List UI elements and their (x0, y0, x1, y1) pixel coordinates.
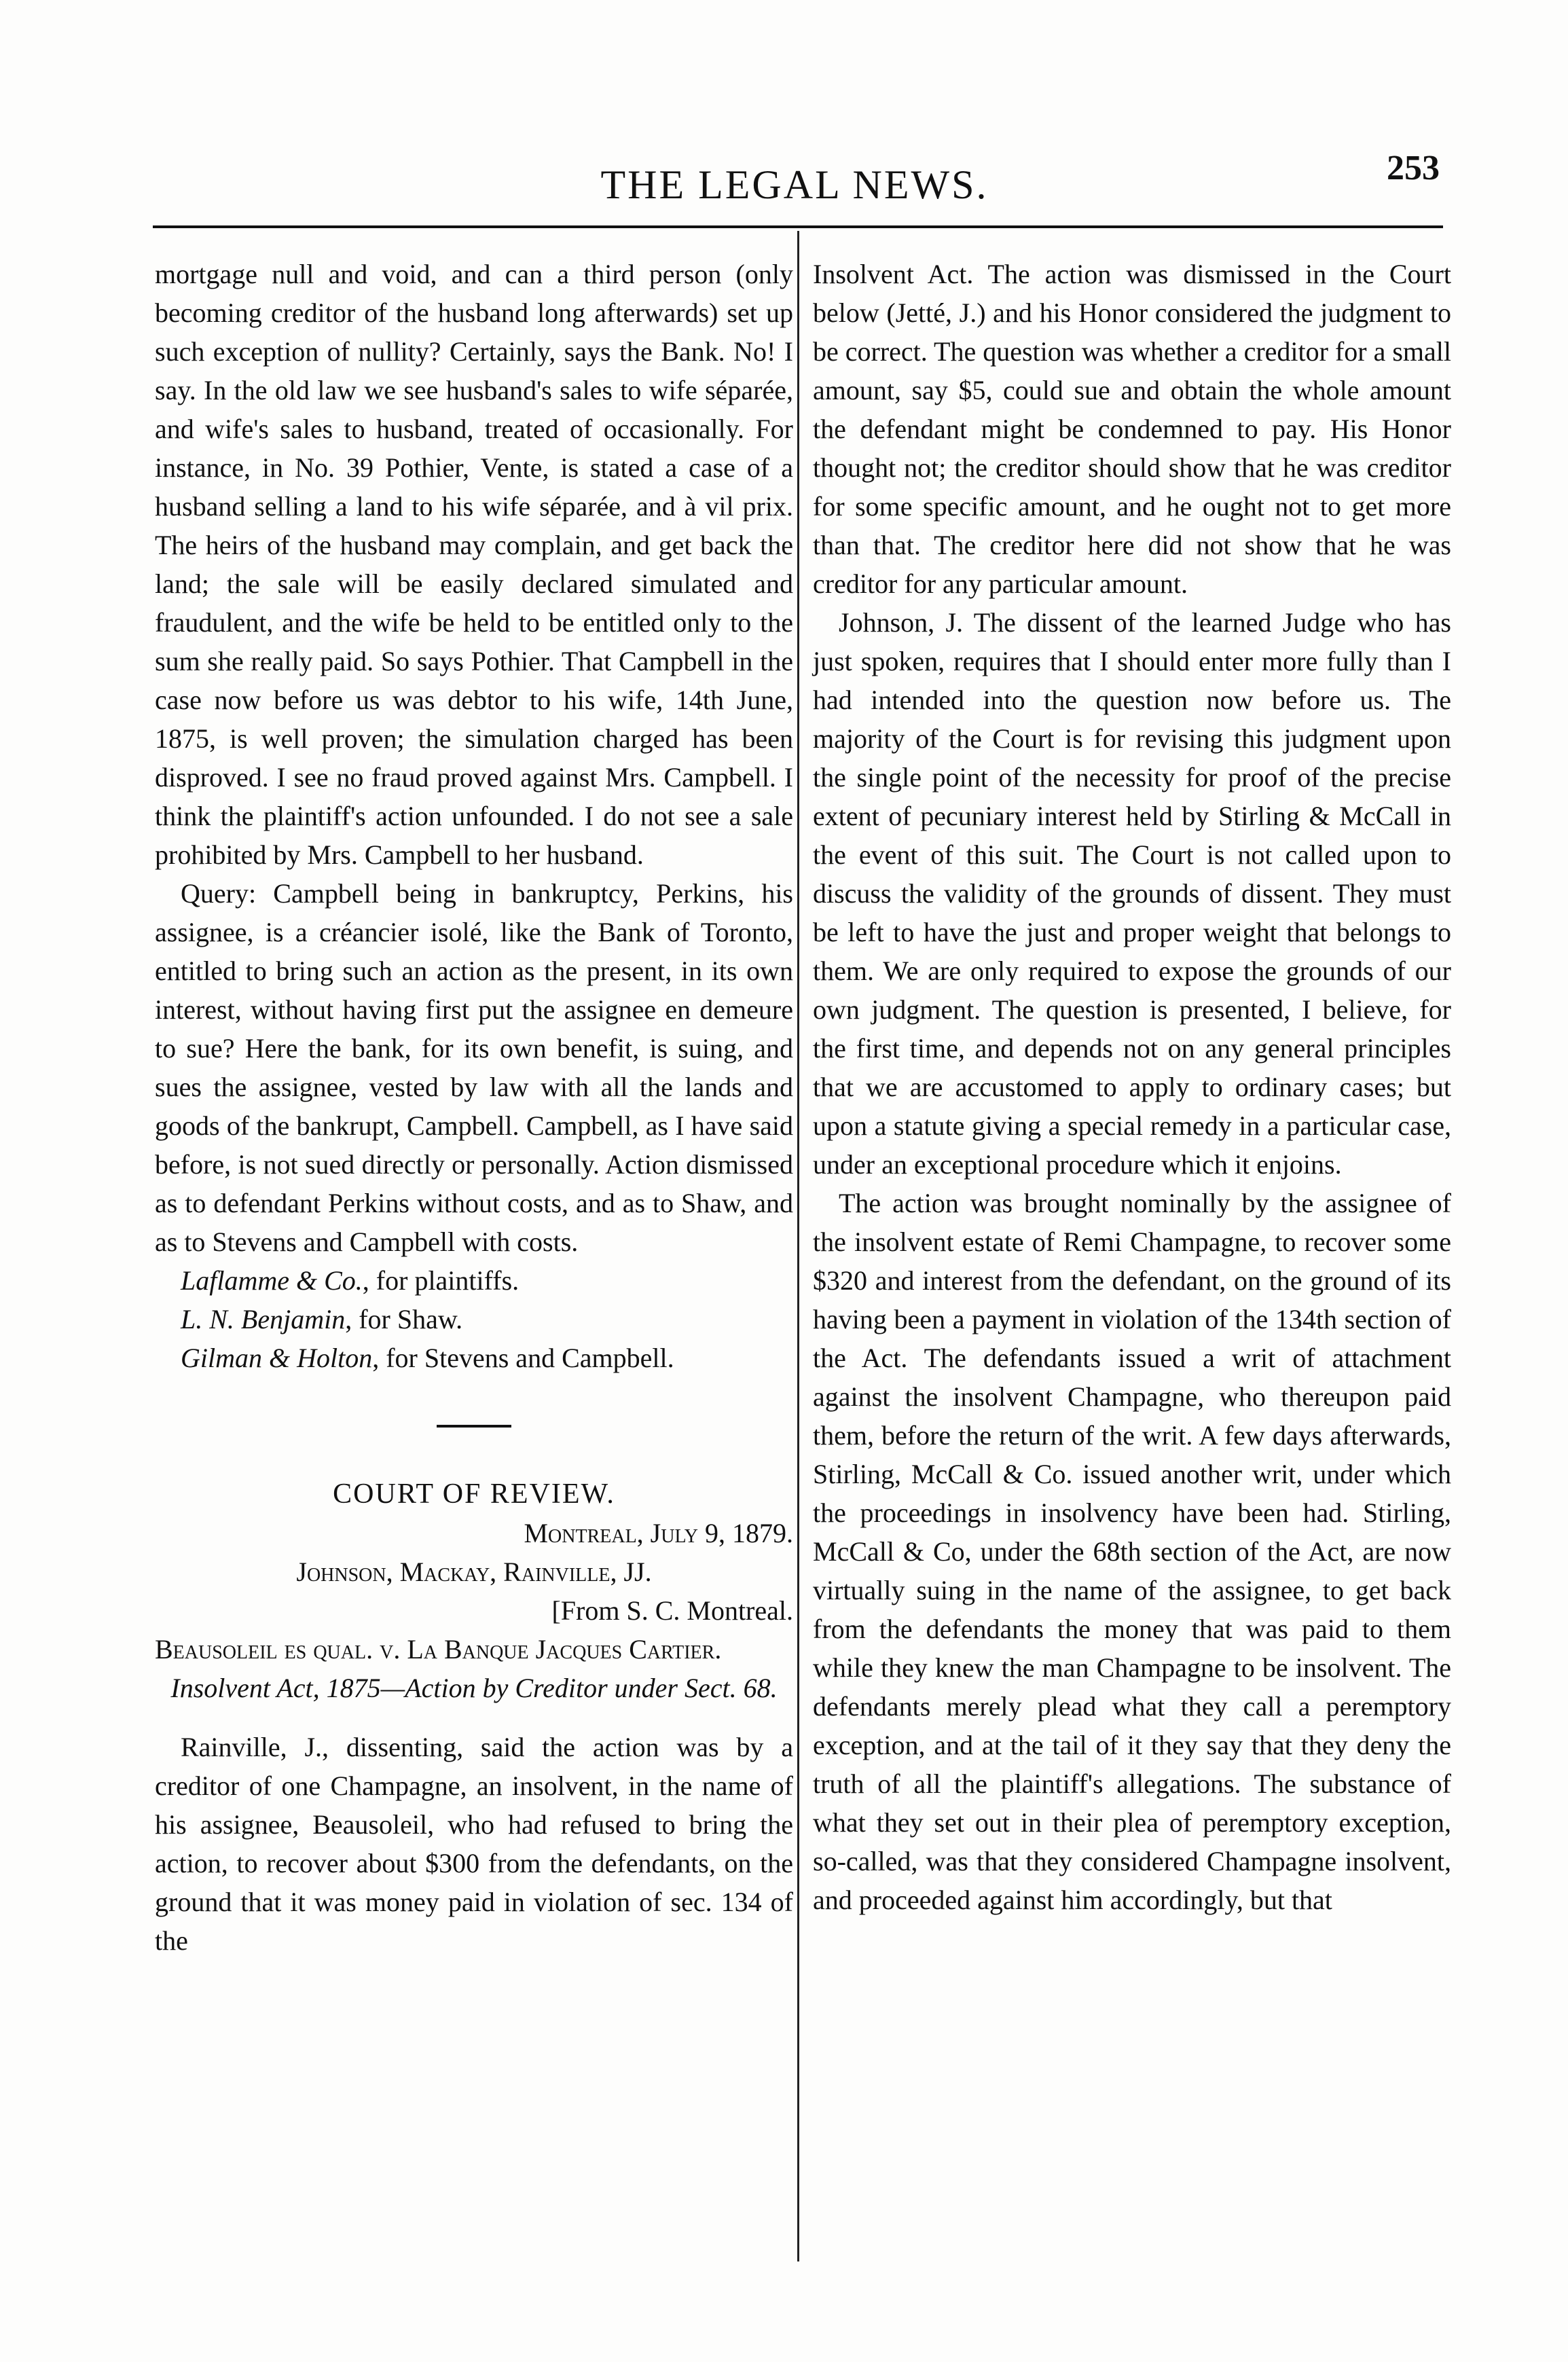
paragraph: Rainville, J., dissenting, said the action was by a creditor of one Champagne, an insolvent, in the name of his assignee, Beausoleil, who had refused to bring the action, to recover about $300 from the defendants, on the ground that it was money paid in violation of sec. 134 of the (155, 1732, 793, 1956)
section-separator (437, 1425, 511, 1428)
counsel-role: , for Shaw. (345, 1304, 463, 1334)
counsel-name: Gilman & Holton (181, 1343, 373, 1373)
header-rule (153, 225, 1443, 228)
left-column (155, 255, 793, 1960)
judges-line: Johnson, Mackay, Rainville, JJ. (296, 1557, 652, 1587)
section-heading: COURT OF REVIEW. (333, 1478, 615, 1510)
paragraph: Query: Campbell being in bankruptcy, Perkins, his assignee, is a créancier isolé, like the Bank of Toronto, entitled to bring such an action as the present, in its own interest, without having first put the assignee en demeure to sue? Here the bank, for its own benefit, is suing, and sues the assignee, vested by law with all the lands and goods of the bankrupt, Campbell. Campbell, as I have said before, is not sued directly or personally. Action dismissed as to defendant Perkins without costs, and as to Shaw, and as to Stevens and Campbell with costs. (155, 878, 793, 1257)
counsel-line (155, 1261, 793, 1300)
counsel-name: Laflamme & Co. (181, 1265, 363, 1296)
column-divider (797, 231, 799, 2261)
spacer (155, 1707, 793, 1728)
counsel-role: , for plaintiffs. (362, 1265, 519, 1296)
paragraph: mortgage null and void, and can a third person (only becoming creditor of the husband long afterwards) set up such exception of nullity? Certainly, says the Bank. No! I say. In the old law we see husband's sales to wife séparée, and wife's sales to husband, treated of occasionally. For instance, in No. 39 Pothier, Vente, is stated a case of a husband selling a land to his wife séparée, and à vil prix. The heirs of the husband may complain, and get back the land; the sale will be easily declared simulated and fraudulent, and the wife be held to be entitled only to the sum she really paid. So says Pothier. That Campbell in the case now before us was debtor to his wife, 14th June, 1875, is well proven; the simulation charged has been disproved. I see no fraud proved against Mrs. Campbell. I think the plaintiff's action unfounded. I do not see a sale prohibited by Mrs. Campbell to her husband. (155, 259, 793, 870)
page-number: 253 (1387, 149, 1440, 187)
court-source: [From S. C. Montreal. (551, 1595, 793, 1626)
case-subject: Insolvent Act, 1875—Action by Creditor under Sect. 68. (170, 1673, 778, 1703)
counsel-line (155, 1300, 793, 1339)
journal-title: THE LEGAL NEWS. (600, 162, 989, 207)
counsel-line (155, 1339, 793, 1377)
right-column (813, 255, 1451, 1919)
case-title: Beausoleil es qual. v. La Banque Jacques Cartier. (155, 1634, 722, 1665)
counsel-role: , for Stevens and Campbell. (372, 1343, 674, 1373)
paragraph: The action was brought nominally by the assignee of the insolvent estate of Remi Champagne, to recover some $320 and interest from the defendant, on the ground of its having been a payment in violation of the 134th section of the Act. The defendants issued a writ of attachment against the insolvent Champagne, who thereupon paid them, before the return of the writ. A few days afterwards, Stirling, McCall & Co. issued another writ, under which the proceedings in insolvency have been had. Stirling, McCall & Co, under the 68th section of the Act, are now virtually suing in the name of the assignee, to get back from the defendants the money that was paid to them while they knew the man Champagne to be insolvent. The defendants merely plead what they call a peremptory exception, and at the tail of it they say that they deny the truth of all the plaintiff's allegations. The substance of what they set out in their plea of peremptory exception, so-called, was that they considered Champagne insolvent, and proceeded against him accordingly, but that (813, 1188, 1451, 1915)
paragraph: Johnson, J. The dissent of the learned Judge who has just spoken, requires that I should enter more fully than I had intended into the question now before us. The majority of the Court is for revising this judgment upon the single point of the necessity for proof of the precise extent of pecuniary interest held by Stirling & McCall in the event of this suit. The Court is not called upon to discuss the validity of the grounds of dissent. They must be left to have the just and proper weight that belongs to them. We are only required to expose the grounds of our own judgment. The question is presented, I believe, for the first time, and depends not on any general principles that we are accustomed to apply to ordinary cases; but upon a statute giving a special remedy in a particular case, under an exceptional procedure which it enjoins. (813, 607, 1451, 1180)
counsel-name: L. N. Benjamin (181, 1304, 346, 1334)
page-header (149, 143, 1440, 217)
paragraph: Insolvent Act. The action was dismissed in the Court below (Jetté, J.) and his Honor considered the judgment to be correct. The question was whether a creditor for a small amount, say $5, could sue and obtain the whole amount the defendant might be condemned to pay. His Honor thought not; the creditor should show that he was creditor for some specific amount, and he ought not to get more than that. The creditor here did not show that he was creditor for any particular amount. (813, 259, 1451, 599)
place-date: Montreal, July 9, 1879. (524, 1518, 793, 1548)
